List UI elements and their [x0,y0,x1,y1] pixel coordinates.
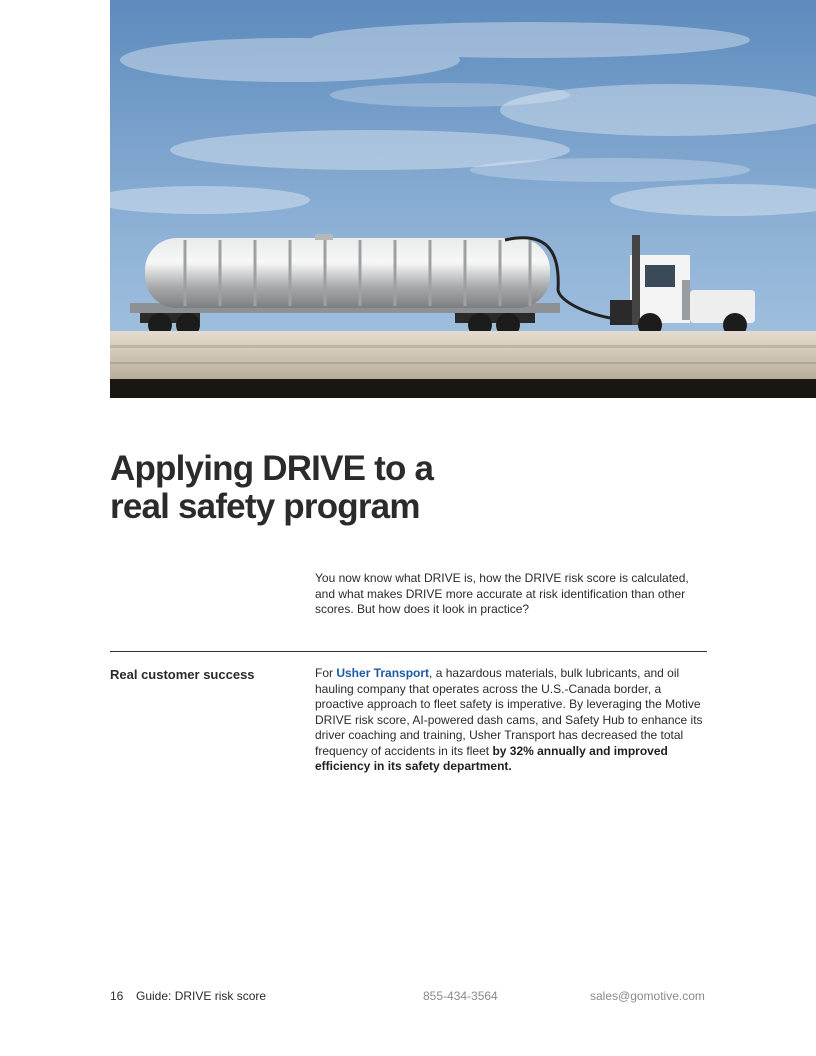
usher-transport-link[interactable]: Usher Transport [336,666,430,680]
page-title [110,450,530,526]
footer-page-number: 16 [110,989,124,1003]
body-text-highlight: by 32% annually and improved efficiency in its safety department. [315,743,668,773]
tanker-truck-photo [110,0,816,398]
page-title-line-2: real safety program [110,487,420,526]
hero-image [110,0,816,398]
page-title-line-1: Applying DRIVE to a [110,449,434,488]
customer-success-paragraph [315,666,710,775]
body-text-main: , a hazardous materials, bulk lubricants, and oil hauling company that operates across the U.S.-Canada border, a proactive approach to fleet safety is imperative. By leveraging the Motive DRIVE risk score, AI-powered dash cams, and Safety Hub to enhance its driver coaching and training, Usher Transport has decreased the total frequency of accidents in its fleet [315,666,703,758]
section-label: Real customer success [110,667,255,682]
footer-email[interactable]: sales@gomotive.com [590,989,705,1003]
footer-phone[interactable]: 855-434-3564 [423,989,498,1003]
footer-guide-title: Guide: DRIVE risk score [136,989,267,1003]
intro-paragraph: You now know what DRIVE is, how the DRIVE risk score is calculated, and what makes DRIVE more accurate at risk identification than other scores. But how does it look in practice? [315,571,689,616]
section-divider [110,651,707,652]
body-text-intro: For [315,666,337,680]
